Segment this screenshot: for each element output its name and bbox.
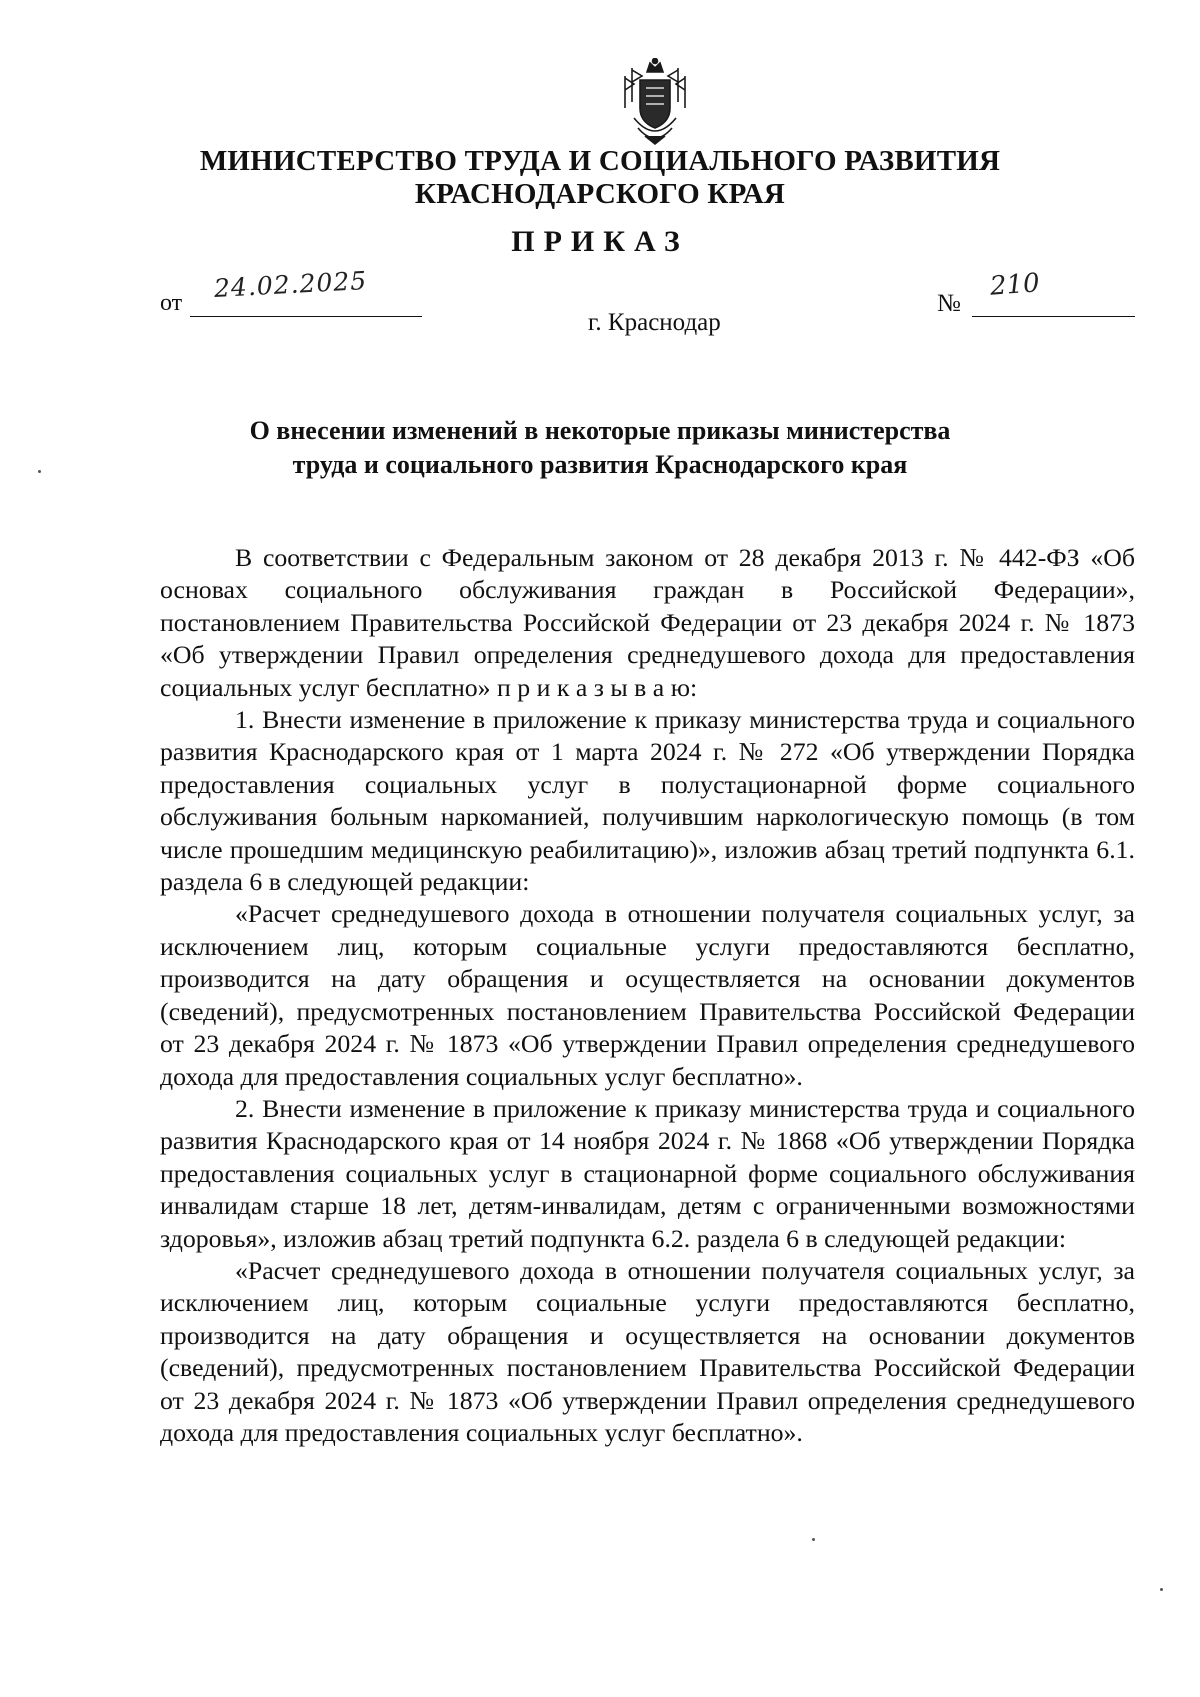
clause-2-quote-paragraph: «Расчет среднедушевого дохода в отношении получателя социальных услуг, за исключением лиц, которым социальные услуги предоставляются бесплатно, производится на дату обращения и осуществляется на основании документов (сведений), предусмотренных постановлением Правительства Российской Федерации от 23 декабря 2024 г. № 1873 «Об утверждении Правил определения среднедушевого дохода для предоставления социальных услуг бесплатно». bbox=[160, 1255, 1135, 1447]
number-label: № bbox=[937, 290, 961, 317]
clause-2-paragraph: 2. Внести изменение в приложение к приказу министерства труда и социального развития Краснодарского края от 14 ноября 2024 г. № 1868 «Об утверждении Порядка предоставления социальных услуг в стационарной форме социального обслуживания инвалидам старше 18 лет, детям-инвалидам, детям с ограниченными возможностями здоровья», изложив абзац третий подпункта 6.2. раздела 6 в следующей редакции: bbox=[160, 1093, 1135, 1253]
handwritten-date: 24.02.2025 bbox=[213, 266, 368, 303]
handwritten-number: 210 bbox=[989, 268, 1041, 302]
ministry-name-line2: КРАСНОДАРСКОГО КРАЯ bbox=[414, 178, 786, 210]
scan-speck bbox=[1160, 1588, 1163, 1591]
scan-speck bbox=[38, 470, 41, 473]
subject-line-2: труда и социального развития Краснодарского края bbox=[292, 450, 908, 479]
clause-1-paragraph: 1. Внести изменение в приложение к приказу министерства труда и социального развития Краснодарского края от 1 марта 2024 г. № 272 «Об утверждении Порядка предоставления социальных услуг в полустационарной форме социального обслуживания больным наркоманией, получившим наркологическую помощь (в том числе прошедшим медицинскую реабилитацию)», изложив абзац третий подпункта 6.1. раздела 6 в следующей редакции: bbox=[160, 705, 1135, 897]
place-of-issue: г. Краснодар bbox=[588, 309, 721, 336]
preamble-paragraph: В соответствии с Федеральным законом от 28 декабря 2013 г. № 442-ФЗ «Об основах социального обслуживания граждан в Российской Федерации», постановлением Правительства Российской Федерации от 23 декабря 2024 г. № 1873 «Об утверждении Правил определения среднедушевого дохода для предоставления социальных услуг бесплатно» п р и к а з ы в а ю: bbox=[160, 543, 1135, 702]
order-body bbox=[160, 542, 1135, 1449]
date-label: от bbox=[160, 290, 183, 316]
date-underline bbox=[190, 316, 422, 317]
coat-of-arms-icon bbox=[620, 58, 690, 150]
document-type-title: ПРИКАЗ bbox=[511, 225, 689, 258]
subject-line-1: О внесении изменений в некоторые приказы министерства bbox=[249, 416, 951, 445]
order-subject bbox=[0, 414, 1200, 482]
ministry-name-line1: МИНИСТЕРСТВО ТРУДА И СОЦИАЛЬНОГО РАЗВИТИЯ bbox=[199, 145, 1001, 177]
number-underline bbox=[972, 316, 1135, 317]
clause-1-quote-paragraph: «Расчет среднедушевого дохода в отношении получателя социальных услуг, за исключением лиц, которым социальные услуги предоставляются бесплатно, производится на дату обращения и осуществляется на основании документов (сведений), предусмотренных постановлением Правительства Российской Федерации от 23 декабря 2024 г. № 1873 «Об утверждении Правил определения среднедушевого дохода для предоставления социальных услуг бесплатно». bbox=[160, 899, 1135, 1091]
scan-speck bbox=[812, 1538, 815, 1541]
